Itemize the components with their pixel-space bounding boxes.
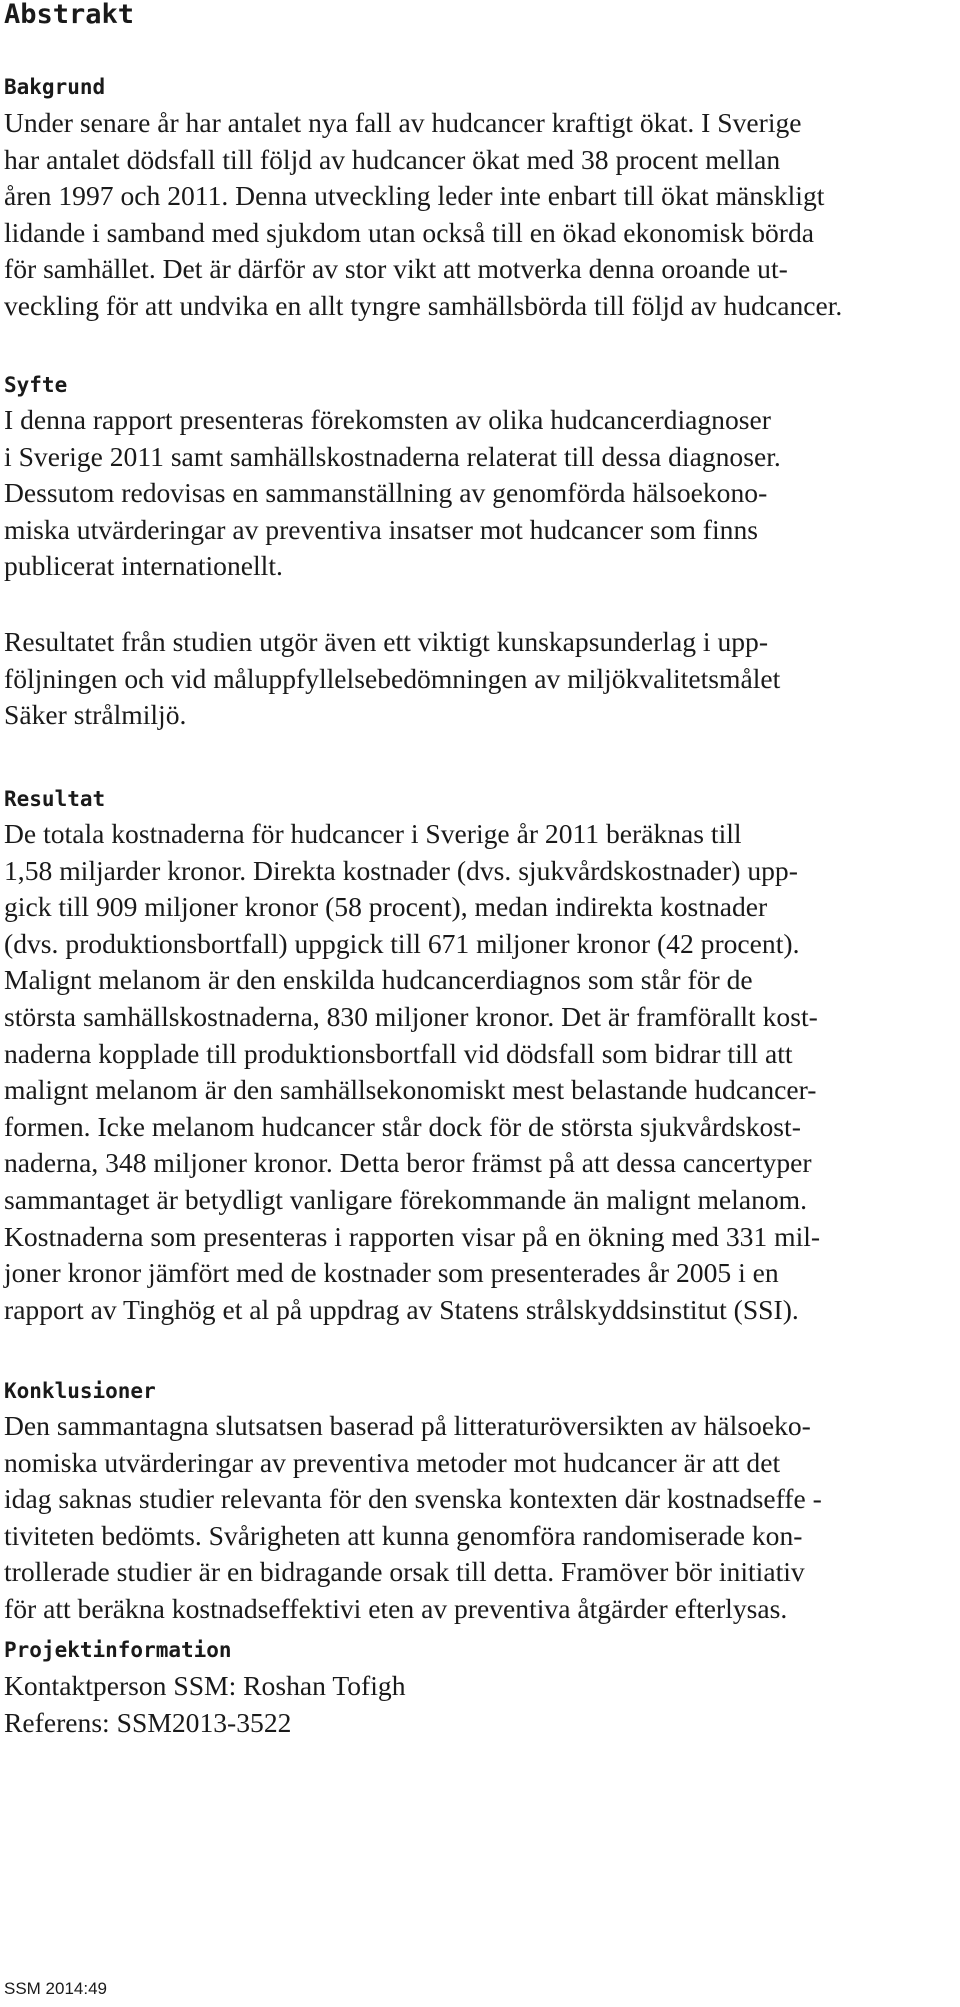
text-line: I denna rapport presenteras förekomsten av olika hudcancerdiagnoser bbox=[4, 404, 771, 435]
text-line: malignt melanom är den samhällsekonomiskt mest belastande hudcancer- bbox=[4, 1074, 817, 1106]
text-line: största samhällskostnaderna, 830 miljoner kronor. Det är framförallt kost- bbox=[4, 1000, 818, 1032]
text-line: naderna, 348 miljoner kronor. Detta beror främst på att dessa cancertyper bbox=[4, 1147, 812, 1179]
text-line: Resultatet från studien utgör även ett viktigt kunskapsunderlag i upp- bbox=[4, 626, 769, 657]
text-line: Under senare år har antalet nya fall av hudcancer kraftigt ökat. I Sverige bbox=[4, 107, 802, 138]
text-line: 1,58 miljarder kronor. Direkta kostnader (dvs. sjukvårdskostnader) upp- bbox=[4, 854, 798, 886]
project-info bbox=[4, 1667, 406, 1741]
section-heading-syfte: Syfte bbox=[4, 373, 68, 397]
text-line: tiviteten bedömts. Svårigheten att kunna genomföra randomiserade kon- bbox=[4, 1519, 803, 1551]
text-line: har antalet dödsfall till följd av hudcancer ökat med 38 procent mellan bbox=[4, 143, 781, 175]
reference-number: Referens: SSM2013-3522 bbox=[4, 1707, 292, 1738]
text-line: följningen och vid måluppfyllelsebedömningen av miljökvalitetsmålet bbox=[4, 662, 781, 694]
text-line: lidande i samband med sjukdom utan också till en ökad ekonomisk börda bbox=[4, 216, 815, 248]
text-line: åren 1997 och 2011. Denna utveckling leder inte enbart till ökat mänskligt bbox=[4, 180, 825, 212]
text-line: formen. Icke melanom hudcancer står dock för de största sjukvårdskost- bbox=[4, 1110, 801, 1142]
text-line: idag saknas studier relevanta för den svenska kontexten där kostnadseffe - bbox=[4, 1483, 822, 1515]
text-line: publicerat internationellt. bbox=[4, 550, 283, 582]
text-line: Säker strålmiljö. bbox=[4, 699, 187, 731]
paragraph-syfte-1 bbox=[4, 402, 781, 585]
text-line: miska utvärderingar av preventiva insatser mot hudcancer som finns bbox=[4, 513, 758, 545]
text-line: nomiska utvärderingar av preventiva metoder mot hudcancer är att det bbox=[4, 1446, 781, 1478]
text-line: Kostnaderna som presenteras i rapporten visar på en ökning med 331 mil- bbox=[4, 1220, 821, 1252]
text-line: för att beräkna kostnadseffektivi eten av preventiva åtgärder efterlysas. bbox=[4, 1592, 788, 1624]
paragraph-syfte-2 bbox=[4, 624, 780, 734]
text-line: joner kronor jämfört med de kostnader som presenterades år 2005 i en bbox=[4, 1257, 779, 1289]
paragraph-bakgrund bbox=[4, 105, 842, 325]
section-heading-bakgrund: Bakgrund bbox=[4, 75, 106, 99]
text-line: sammantaget är betydligt vanligare förekommande än malignt melanom. bbox=[4, 1183, 808, 1215]
text-line: gick till 909 miljoner kronor (58 procent), medan indirekta kostnader bbox=[4, 891, 768, 923]
text-line: veckling för att undvika en allt tyngre samhällsbörda till följd av hudcancer. bbox=[4, 289, 843, 321]
text-line: i Sverige 2011 samt samhällskostnaderna relaterat till dessa diagnoser. bbox=[4, 440, 781, 472]
text-line: för samhället. Det är därför av stor vikt att motverka denna oroande ut- bbox=[4, 253, 788, 285]
text-line: Dessutom redovisas en sammanställning av genomförda hälsoekono- bbox=[4, 477, 768, 509]
section-heading-projektinformation: Projektinformation bbox=[4, 1638, 232, 1662]
text-line: De totala kostnaderna för hudcancer i Sverige år 2011 beräknas till bbox=[4, 818, 742, 849]
text-line: naderna kopplade till produktionsbortfall vid dödsfall som bidrar till att bbox=[4, 1037, 793, 1069]
section-heading-konklusioner: Konklusioner bbox=[4, 1379, 156, 1403]
paragraph-resultat bbox=[4, 816, 820, 1328]
text-line: rapport av Tinghög et al på uppdrag av Statens strålskyddsinstitut (SSI). bbox=[4, 1293, 799, 1325]
contact-person: Kontaktperson SSM: Roshan Tofigh bbox=[4, 1670, 406, 1701]
page-footer: SSM 2014:49 bbox=[4, 1979, 108, 1998]
text-line: trollerade studier är en bidragande orsak till detta. Framöver bör initiativ bbox=[4, 1556, 805, 1588]
text-line: Den sammantagna slutsatsen baserad på litteraturöversikten av hälsoeko- bbox=[4, 1410, 811, 1441]
section-heading-resultat: Resultat bbox=[4, 787, 106, 811]
paragraph-konklusioner bbox=[4, 1408, 822, 1628]
text-line: Malignt melanom är den enskilda hudcancerdiagnos som står för de bbox=[4, 964, 753, 996]
text-line: (dvs. produktionsbortfall) uppgick till 671 miljoner kronor (42 procent). bbox=[4, 927, 800, 959]
document-page bbox=[4, 0, 954, 1738]
page-title: Abstrakt bbox=[4, 0, 135, 30]
